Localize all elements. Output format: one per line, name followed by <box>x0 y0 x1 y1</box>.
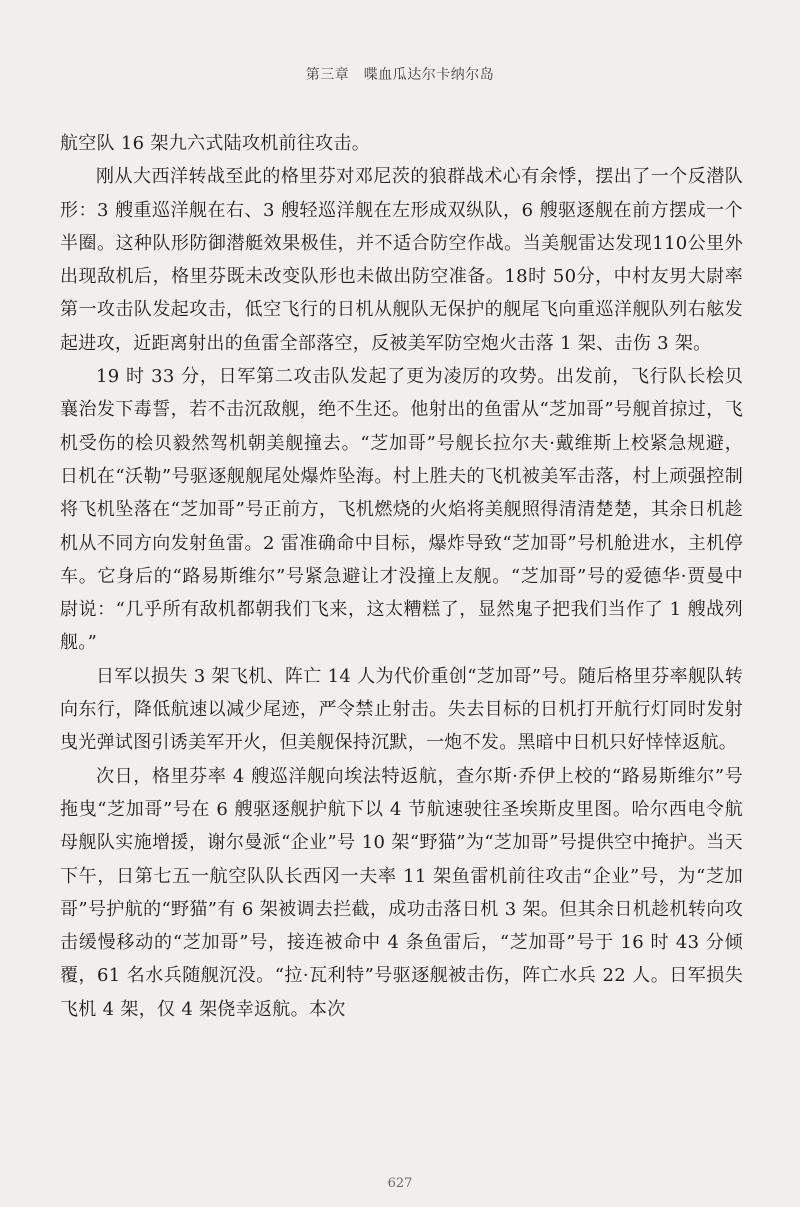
running-header: 第三章 喋血瓜达尔卡纳尔岛 <box>305 67 495 83</box>
paragraph: 19 时 33 分，日军第二攻击队发起了更为凌厉的攻势。出发前，飞行队长桧贝襄治发下毒誓，若不击沉敌舰，绝不生还。他射出的鱼雷从“芝加哥”号舰首掠过，飞机受伤的桧贝毅然驾机朝美舰撞去。“芝加哥”号舰长拉尔夫·戴维斯上校紧急规避，日机在“沃勒”号驱逐舰舰尾处爆炸坠海。村上胜夫的飞机被美军击落，村上顽强控制将飞机坠落在“芝加哥”号正前方，飞机燃烧的火焰将美舰照得清清楚楚，其余日机趁机从不同方向发射鱼雷。2 雷准确命中目标，爆炸导致“芝加哥”号机舱进水，主机停车。它身后的“路易斯维尔”号紧急避让才没撞上友舰。“芝加哥”号的爱德华·贾曼中尉说：“几乎所有敌机都朝我们飞来，这太糟糕了，显然鬼子把我们当作了 1 艘战列舰。” <box>60 366 743 654</box>
paragraph-continuation: 航空队 16 架九六式陆攻机前往攻击。 <box>60 133 371 154</box>
body-text <box>60 127 743 1026</box>
page-number: 627 <box>387 1176 413 1191</box>
paragraph: 日军以损失 3 架飞机、阵亡 14 人为代价重创“芝加哥”号。随后格里芬率舰队转向东行，降低航速以减少尾迹，严令禁止射击。失去目标的日机打开航行灯同时发射曳光弹试图引诱美军开火，但美舰保持沉默，一炮不发。黑暗中日机只好悻悻返航。 <box>60 665 743 754</box>
paragraph: 刚从大西洋转战至此的格里芬对邓尼茨的狼群战术心有余悸，摆出了一个反潜队形：3 艘重巡洋舰在右、3 艘轻巡洋舰在左形成双纵队，6 艘驱逐舰在前方摆成一个半圈。这种队形防御潜艇效果极佳，并不适合防空作战。当美舰雷达发现110公里外出现敌机后，格里芬既未改变队形也未做出防空准备。18时 50分，中村友男大尉率第一攻击队发起攻击，低空飞行的日机从舰队无保护的舰尾飞向重巡洋舰队列右舷发起进攻，近距离射出的鱼雷全部落空，反被美军防空炮火击落 1 架、击伤 3 架。 <box>60 166 743 354</box>
paragraph: 次日，格里芬率 4 艘巡洋舰向埃法特返航，查尔斯·乔伊上校的“路易斯维尔”号拖曳“芝加哥”号在 6 艘驱逐舰护航下以 4 节航速驶往圣埃斯皮里图。哈尔西电令航母舰队实施增援，谢尔曼派“企业”号 10 架“野猫”为“芝加哥”号提供空中掩护。当天下午，日第七五一航空队队长西冈一夫率 11 架鱼雷机前往攻击“企业”号，为“芝加哥”号护航的“野猫”有 6 架被调去拦截，成功击落日机 3 架。但其余日机趁机转向攻击缓慢移动的“芝加哥”号，接连被命中 4 条鱼雷后，“芝加哥”号于 16 时 43 分倾覆，61 名水兵随舰沉没。“拉·瓦利特”号驱逐舰被击伤，阵亡水兵 22 人。日军损失飞机 4 架，仅 4 架侥幸返航。本次 <box>60 765 743 1020</box>
